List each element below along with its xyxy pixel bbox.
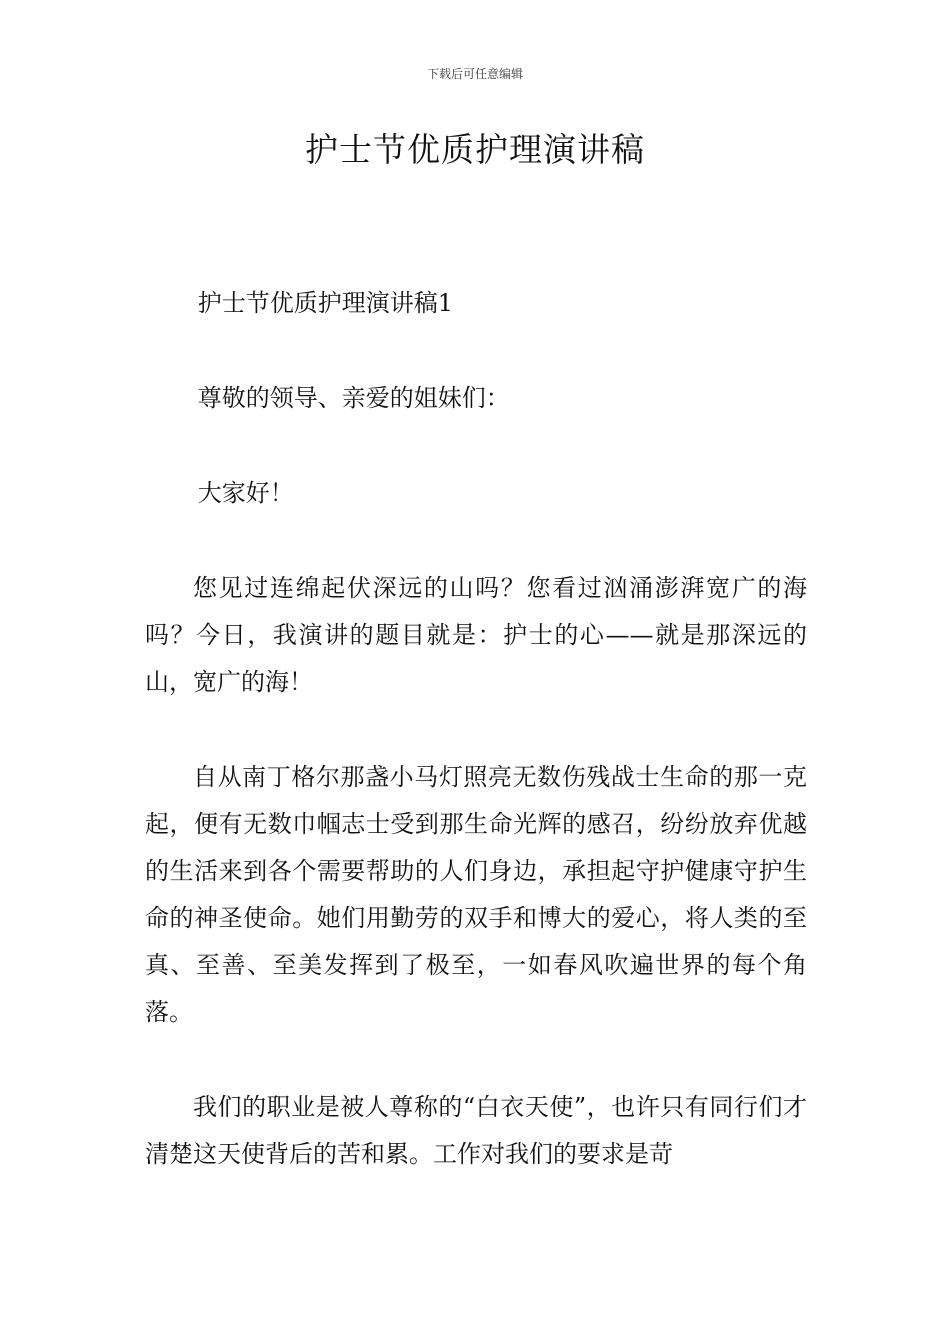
salutation: 尊敬的领导、亲爱的姐妹们： <box>197 384 510 412</box>
paragraph: 您见过连绵起伏深远的山吗？您看过汹涌澎湃宽广的海吗？今日，我演讲的题目就是：护士的心——就是那深远的山，宽广的海！ <box>145 574 807 696</box>
greeting: 大家好！ <box>197 479 294 507</box>
section-heading: 护士节优质护理演讲稿1 <box>197 289 454 317</box>
header-note: 下载后可任意编辑 <box>426 67 523 81</box>
paragraph: 自从南丁格尔那盏小马灯照亮无数伤残战士生命的那一克起，便有无数巾帼志士受到那生命光辉的感召，纷纷放弃优越的生活来到各个需要帮助的人们身边，承担起守护健康守护生命的神圣使命。她们用勤劳的双手和博大的爱心，将人类的至真、至善、至美发挥到了极至，一如春风吹遍世界的每个角落。 <box>145 763 807 1026</box>
paragraph: 我们的职业是被人尊称的“白衣天使”，也许只有同行们才清楚这天使背后的苦和累。工作对我们的要求是苛 <box>145 1093 807 1168</box>
document-body <box>145 280 807 1226</box>
document-title: 护士节优质护理演讲稿 <box>305 130 645 169</box>
